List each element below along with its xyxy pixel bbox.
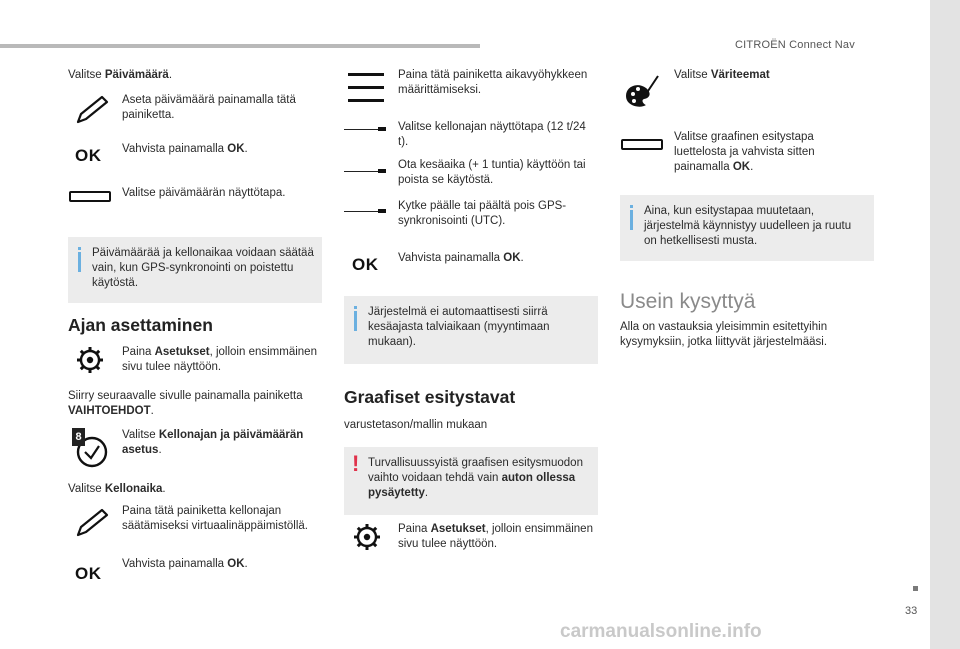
page-number: 33 bbox=[905, 605, 918, 617]
page-end-marker bbox=[913, 586, 918, 591]
col1-step1: Aseta päivämäärä painamalla tätä painiketta. bbox=[122, 94, 296, 121]
c3t2-bold: OK bbox=[732, 160, 751, 173]
s2-bold: VAIHTOEHDOT bbox=[68, 404, 151, 417]
info-icon bbox=[630, 205, 633, 233]
col1-info-note bbox=[68, 237, 322, 303]
col2-t1: Paina tätä painiketta aikavyöhykkeen määrittämiseksi. bbox=[398, 69, 588, 96]
col3-para: Alla on vastauksia yleisimmin esitettyihin kysymyksiin, jotka liittyvät järjestelmääsi. bbox=[620, 321, 828, 348]
intro-bold: Päivämäärä bbox=[104, 69, 169, 81]
col2-info-note bbox=[344, 296, 598, 364]
s2-suffix: . bbox=[150, 404, 154, 417]
s3-bold: Kellonajan ja päivämäärän asetus bbox=[122, 429, 304, 456]
s4-bold: Kellonaika bbox=[104, 483, 163, 495]
col3-t2 bbox=[674, 130, 839, 175]
t5-bold: OK bbox=[503, 252, 521, 264]
col1-step3: Valitse päivämäärän näyttötapa. bbox=[122, 187, 286, 199]
col3-t1 bbox=[674, 68, 874, 83]
col2-subtitle: varustetason/mallin mukaan bbox=[344, 419, 488, 431]
header-rule bbox=[0, 44, 480, 48]
col1-intro bbox=[68, 68, 318, 83]
slider-line-icon bbox=[344, 210, 386, 214]
heading-ajan-asettaminen: Ajan asettaminen bbox=[68, 315, 213, 335]
col2-t5 bbox=[398, 251, 593, 266]
col1-s1 bbox=[122, 345, 317, 375]
warning-prefix: Turvallisuussyistä graafisen esitysmuodon vaihto voidaan tehdä vain bbox=[368, 457, 583, 484]
rectangle-button-icon bbox=[621, 139, 663, 150]
ok-icon: OK bbox=[75, 146, 102, 165]
s2-prefix: Siirry seuraavalle sivulle painamalla painiketta bbox=[68, 390, 303, 402]
heading-graafiset-esitystavat: Graafiset esitystavat bbox=[344, 387, 516, 407]
warning-bold: auton ollessa pysäytetty bbox=[368, 471, 576, 499]
info-icon bbox=[354, 306, 357, 334]
s4-prefix: Valitse bbox=[68, 483, 105, 495]
c2s1-prefix: Paina bbox=[398, 523, 431, 535]
s1-bold: Asetukset bbox=[154, 346, 210, 358]
slider-line-icon bbox=[344, 128, 386, 132]
col2-warning-text bbox=[368, 456, 596, 501]
col3-info-note bbox=[620, 195, 874, 261]
col1-step2 bbox=[122, 142, 312, 157]
step2-suffix: . bbox=[244, 143, 248, 155]
t5-prefix: Vahvista painamalla bbox=[398, 252, 504, 264]
c3t1-prefix: Valitse bbox=[674, 69, 711, 81]
warning-suffix: . bbox=[424, 486, 429, 499]
menu-lines-icon bbox=[348, 73, 384, 103]
s3-suffix: . bbox=[158, 443, 162, 456]
s6-bold: OK bbox=[227, 558, 245, 570]
s3-prefix: Valitse bbox=[122, 429, 159, 441]
c2s1-suffix: , jolloin ensimmäinen sivu tulee näyttöön. bbox=[398, 523, 593, 550]
col2-warning-note bbox=[344, 447, 598, 515]
intro-prefix: Valitse bbox=[68, 69, 105, 81]
col2-t4: Kytke päälle tai päältä pois GPS-synkronisointi (UTC). bbox=[398, 200, 567, 227]
col1-s6 bbox=[122, 557, 312, 572]
col1-s4 bbox=[68, 482, 318, 497]
s1-prefix: Paina bbox=[122, 346, 155, 358]
s6-suffix: . bbox=[244, 558, 248, 570]
col2-t3: Ota kesäaika (+ 1 tuntia) käyttöön tai poista se käytöstä. bbox=[398, 159, 586, 186]
step2-prefix: Vahvista painamalla bbox=[122, 143, 228, 155]
pencil-icon bbox=[74, 507, 110, 539]
palette-icon bbox=[622, 74, 662, 112]
c2s1-bold: Asetukset bbox=[430, 523, 486, 535]
settings-gear-icon bbox=[75, 345, 105, 375]
ok-icon: OK bbox=[75, 564, 102, 583]
warning-icon: ! bbox=[352, 451, 360, 476]
intro-suffix: . bbox=[168, 69, 173, 81]
watermark: carmanualsonline.info bbox=[560, 621, 762, 642]
heading-usein-kysyttya: Usein kysyttyä bbox=[620, 290, 756, 313]
s1-suffix: , jolloin ensimmäinen sivu tulee näyttöön. bbox=[122, 346, 317, 373]
pencil-icon bbox=[74, 94, 110, 126]
col3-note-text: Aina, kun esitystapaa muutetaan, järjestelmä käynnistyy uudelleen ja ruutu on hetkellisesti musta. bbox=[644, 205, 852, 247]
step2-bold: OK bbox=[227, 143, 245, 155]
col1-s2 bbox=[68, 389, 324, 419]
col2-s1 bbox=[398, 522, 593, 552]
badge-8: 8 bbox=[72, 428, 85, 446]
c3t2-prefix: Valitse graafinen esitystapa luettelosta ja vahvista sitten painamalla bbox=[674, 131, 815, 173]
c3t1-bold: Väriteemat bbox=[710, 69, 770, 81]
s4-suffix: . bbox=[162, 483, 166, 495]
col1-s3 bbox=[122, 428, 322, 458]
col1-note-text: Päivämäärää ja kellonaikaa voidaan säätää vain, kun GPS-synkronointi on poistettu käytöstä. bbox=[92, 247, 314, 289]
s6-prefix: Vahvista painamalla bbox=[122, 558, 228, 570]
t5-suffix: . bbox=[520, 252, 524, 264]
col2-t2: Valitse kellonajan näyttötapa (12 t/24 t). bbox=[398, 121, 586, 148]
clock-settings-icon bbox=[70, 428, 110, 470]
slider-line-icon bbox=[344, 170, 386, 174]
rectangle-button-icon bbox=[69, 191, 111, 202]
c3t2-suffix: . bbox=[750, 160, 754, 173]
page-side-bar bbox=[930, 0, 960, 649]
ok-icon: OK bbox=[352, 255, 379, 274]
col2-note-text: Järjestelmä ei automaattisesti siirrä kesäajasta talviaikaan (myyntimaan mukaan). bbox=[368, 306, 550, 348]
brand-title: CITROËN Connect Nav bbox=[735, 39, 855, 51]
info-icon bbox=[78, 247, 81, 275]
col1-s5: Paina tätä painiketta kellonajan säätämiseksi virtuaalinäppäimistöllä. bbox=[122, 505, 308, 532]
settings-gear-icon bbox=[352, 522, 382, 552]
